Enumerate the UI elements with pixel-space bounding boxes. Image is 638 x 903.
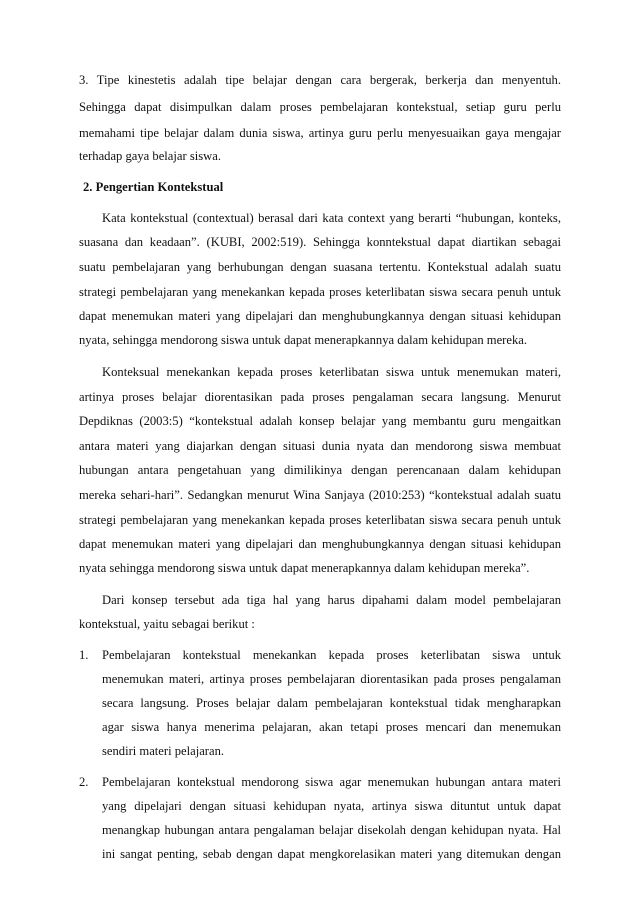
list-item-line: yang dipelajari dengan situasi kehidupan nyata, artinya siswa dituntut untuk dapat <box>102 799 561 813</box>
paragraph-line: hubungan antara pengetahuan yang dimilikinya dengan perencanaan dalam kehidupan <box>79 463 561 477</box>
list-item-line: ini sangat penting, sebab dengan dapat mengkorelasikan materi yang ditemukan dengan <box>102 847 561 861</box>
paragraph-line: suasana dan keadaan”. (KUBI, 2002:519). Sehingga konntekstual dapat diartikan sebagai <box>79 235 561 249</box>
list-marker: 1. <box>79 648 89 662</box>
list-item-line: Pembelajaran kontekstual menekankan kepada proses keterlibatan siswa untuk <box>102 648 561 662</box>
paragraph-line: memahami tipe belajar dalam dunia siswa, artinya guru perlu menyesuaikan gaya mengajar <box>79 126 561 140</box>
list-item-line: sendiri materi pelajaran. <box>102 744 225 758</box>
paragraph-line: Depdiknas (2003:5) “kontekstual adalah konsep belajar yang membantu guru mengaitkan <box>79 414 561 428</box>
paragraph-line: dapat menemukan materi yang dipelajari dan menghubungkannya dengan situasi kehidupan <box>79 537 561 551</box>
paragraph-line: antara materi yang diajarkan dengan situasi dunia nyata dan mendorong siswa membuat <box>79 439 561 453</box>
paragraph-line: kontekstual, yaitu sebagai berikut : <box>79 617 255 631</box>
paragraph-line: Sehingga dapat disimpulkan dalam proses pembelajaran kontekstual, setiap guru perlu <box>79 100 561 114</box>
paragraph-line: artinya proses belajar diorentasikan pada proses pengalaman secara langsung. Menurut <box>79 390 561 404</box>
paragraph-line: nyata, sehingga mendorong siswa untuk dapat menerapkannya dalam kehidupan mereka. <box>79 333 527 347</box>
section-heading: 2. Pengertian Kontekstual <box>83 180 224 194</box>
list-item-line: secara langsung. Proses belajar dalam pembelajaran kontekstual tidak mengharapkan <box>102 696 561 710</box>
paragraph-line: nyata sehingga mendorong siswa untuk dapat menerapkannya dalam kehidupan mereka”. <box>79 561 530 575</box>
paragraph-line: mereka sehari-hari”. Sedangkan menurut Wina Sanjaya (2010:253) “kontekstual adalah suatu <box>79 488 561 502</box>
paragraph-line: strategi pembelajaran yang menekankan kepada proses keterlibatan siswa secara penuh untuk <box>79 285 561 299</box>
paragraph-line: Dari konsep tersebut ada tiga hal yang harus dipahami dalam model pembelajaran <box>102 593 561 607</box>
list-item-line: menemukan materi, artinya proses pembelajaran diorentasikan pada proses pengalaman <box>102 672 561 686</box>
paragraph-line: dapat menemukan materi yang dipelajari dan menghubungkannya dengan situasi kehidupan <box>79 309 561 323</box>
paragraph-line: Konteksual menekankan kepada proses keterlibatan siswa untuk menemukan materi, <box>102 365 561 379</box>
paragraph-line: Kata kontekstual (contextual) berasal dari kata context yang berarti “hubungan, konteks, <box>102 211 561 225</box>
list-item-line: agar siswa hanya menerima pelajaran, akan tetapi proses mencari dan menemukan <box>102 720 561 734</box>
list-item-line: Pembelajaran kontekstual mendorong siswa agar menemukan hubungan antara materi <box>102 775 561 789</box>
list-marker: 2. <box>79 775 89 789</box>
paragraph-line: strategi pembelajaran yang menekankan kepada proses keterlibatan siswa secara penuh untuk <box>79 513 561 527</box>
paragraph-line: suatu pembelajaran yang berhubungan dengan suasana tertentu. Kontekstual adalah suatu <box>79 260 561 274</box>
paragraph-line: 3. Tipe kinestetis adalah tipe belajar dengan cara bergerak, berkerja dan menyentuh. <box>79 73 561 87</box>
paragraph-line: terhadap gaya belajar siswa. <box>79 149 221 163</box>
list-item-line: menangkap hubungan antara pengalaman belajar disekolah dengan kehidupan nyata. Hal <box>102 823 561 837</box>
